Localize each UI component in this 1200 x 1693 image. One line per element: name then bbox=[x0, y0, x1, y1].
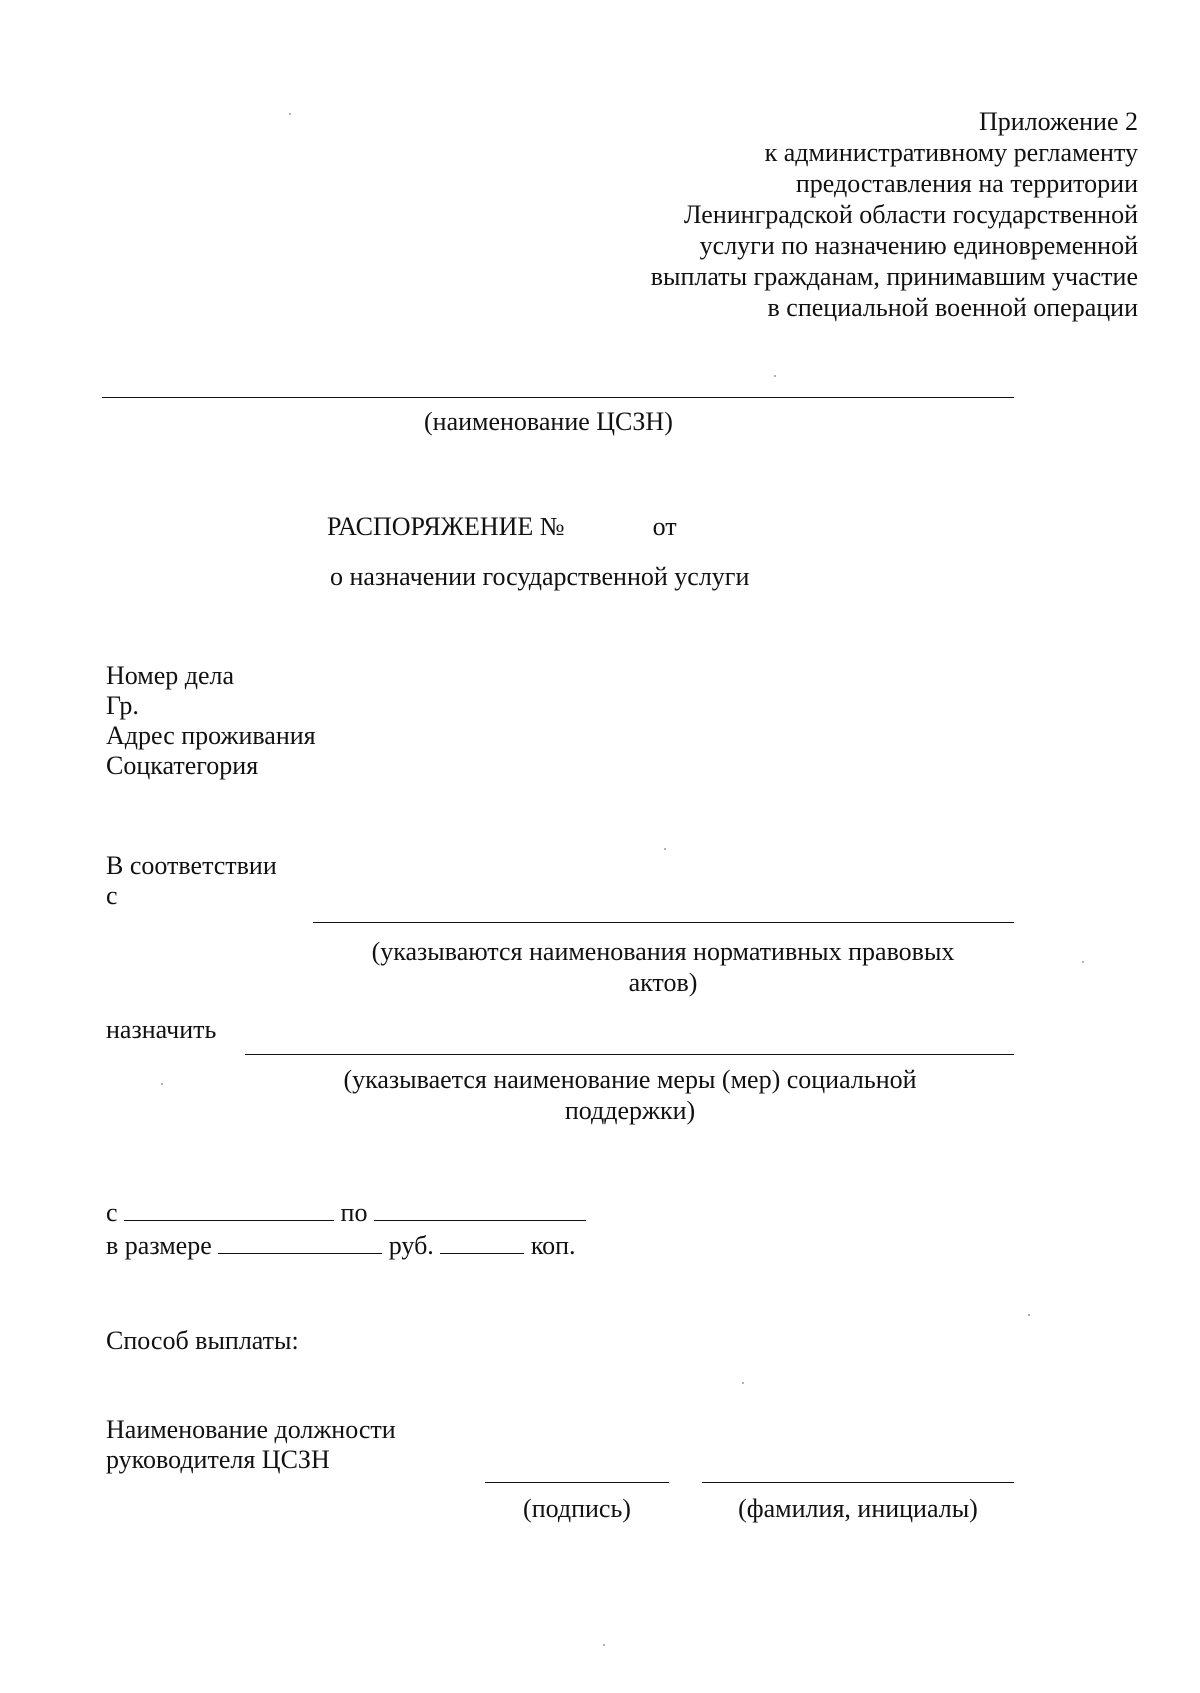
org-name-caption: (наименование ЦСЗН) bbox=[424, 407, 673, 436]
name-caption: (фамилия, инициалы) bbox=[738, 1494, 978, 1523]
support-measure-caption-line2: поддержки) bbox=[564, 1096, 696, 1125]
appendix-line: в специальной военной операции bbox=[767, 293, 1138, 322]
scan-speck bbox=[289, 113, 291, 115]
order-subtitle: о назначении государственной услуги bbox=[330, 562, 750, 591]
order-title-text: РАСПОРЯЖЕНИЕ № bbox=[327, 512, 565, 541]
amount-row bbox=[106, 1229, 586, 1262]
period-to-label: по bbox=[340, 1198, 368, 1227]
period-row bbox=[106, 1196, 586, 1229]
scan-speck bbox=[1028, 1314, 1030, 1316]
appendix-line: услуги по назначению единовременной bbox=[699, 231, 1138, 260]
legal-acts-line bbox=[313, 922, 1014, 923]
scan-speck bbox=[1082, 961, 1084, 963]
signature-position bbox=[106, 1415, 396, 1475]
accordance-line2: с bbox=[106, 881, 118, 910]
period-from-label: с bbox=[106, 1198, 118, 1227]
amount-rub-label: руб. bbox=[388, 1231, 434, 1260]
order-title bbox=[327, 512, 677, 542]
scan-speck bbox=[774, 375, 776, 377]
legal-acts-caption-line1: (указываются наименования нормативных правовых bbox=[371, 937, 955, 966]
signature-caption: (подпись) bbox=[523, 1494, 631, 1523]
appendix-line: выплаты гражданам, принимавшим участие bbox=[650, 262, 1138, 291]
scan-speck bbox=[603, 1644, 605, 1646]
support-measure-caption bbox=[245, 1064, 1015, 1126]
support-measure-line bbox=[245, 1054, 1014, 1055]
case-fields bbox=[106, 661, 316, 781]
order-from-text: от bbox=[652, 512, 677, 541]
assign-label: назначить bbox=[106, 1015, 217, 1044]
accordance-line1: В соответствии bbox=[106, 851, 277, 880]
legal-acts-caption bbox=[313, 936, 1013, 998]
scan-speck bbox=[742, 1382, 744, 1384]
period-block bbox=[106, 1196, 586, 1262]
support-measure-caption-line1: (указывается наименование меры (мер) социальной bbox=[343, 1065, 917, 1094]
scan-speck bbox=[664, 848, 666, 850]
appendix-line: предоставления на территории bbox=[795, 169, 1138, 198]
payment-method-label: Способ выплаты: bbox=[106, 1326, 299, 1355]
period-from-blank[interactable] bbox=[124, 1196, 334, 1221]
period-to-blank[interactable] bbox=[374, 1196, 586, 1221]
case-field-citizen: Гр. bbox=[106, 691, 139, 720]
amount-label: в размере bbox=[106, 1231, 212, 1260]
case-field-address: Адрес проживания bbox=[106, 721, 316, 750]
case-field-number: Номер дела bbox=[106, 661, 235, 690]
appendix-line: Приложение 2 bbox=[978, 107, 1138, 136]
position-line1: Наименование должности bbox=[106, 1415, 396, 1444]
amount-kop-blank[interactable] bbox=[440, 1229, 524, 1254]
appendix-line: к административному регламенту bbox=[764, 138, 1138, 167]
accordance-block bbox=[106, 851, 277, 911]
signature-line bbox=[485, 1482, 669, 1483]
scan-speck bbox=[161, 1083, 163, 1085]
amount-rub-blank[interactable] bbox=[218, 1229, 382, 1254]
appendix-header bbox=[651, 106, 1138, 323]
amount-kop-label: коп. bbox=[530, 1231, 576, 1260]
name-line bbox=[702, 1482, 1014, 1483]
position-line2: руководителя ЦСЗН bbox=[106, 1445, 330, 1474]
appendix-line: Ленинградской области государственной bbox=[683, 200, 1138, 229]
org-name-line bbox=[102, 397, 1014, 398]
legal-acts-caption-line2: актов) bbox=[628, 968, 698, 997]
case-field-category: Соцкатегория bbox=[106, 751, 259, 780]
